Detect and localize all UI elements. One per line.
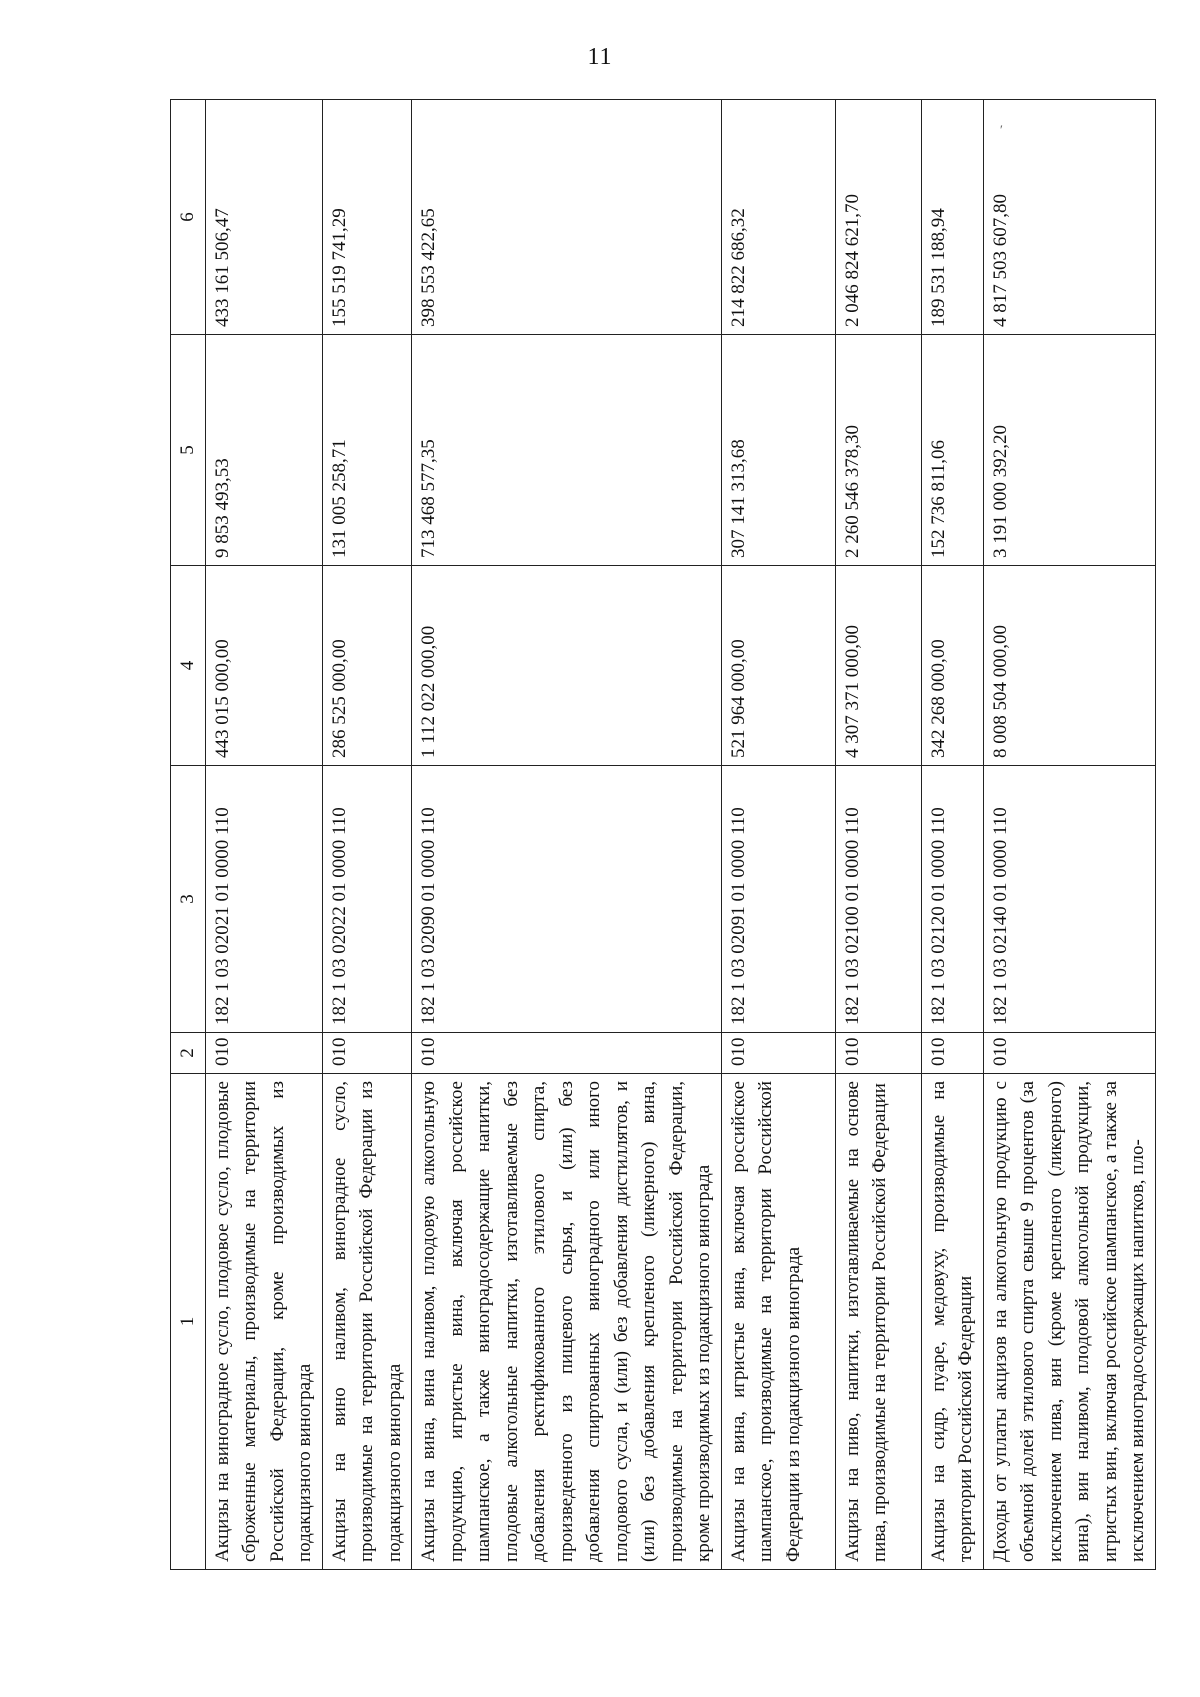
header-col-6: 6	[171, 100, 206, 335]
table-row	[412, 100, 722, 1570]
row-name: Акцизы на сидр, пуаре, медовуху, производимые на территории Российской Федерации	[921, 1074, 983, 1570]
income-table	[170, 99, 1156, 1570]
row-name: Акцизы на вино наливом, виноградное сусло, производимые на территории Российской Федерации из подакцизного винограда	[322, 1074, 412, 1570]
row-col5: 713 468 577,35	[412, 335, 722, 566]
row-kbk: 182 1 03 02022 01 0000 110	[322, 766, 412, 1033]
row-line-code: 010	[721, 1033, 835, 1074]
row-line-code: 010	[835, 1033, 921, 1074]
page-number: 11	[587, 44, 613, 70]
row-line-code: 010	[983, 1033, 1155, 1074]
row-col4: 521 964 000,00	[721, 566, 835, 766]
table-row	[721, 100, 835, 1570]
table-row	[322, 100, 412, 1570]
header-col-3: 3	[171, 766, 206, 1033]
row-kbk: 182 1 03 02091 01 0000 110	[721, 766, 835, 1033]
header-col-4: 4	[171, 566, 206, 766]
row-col6: 155 519 741,29	[322, 100, 412, 335]
row-col4: 8 008 504 000,00	[983, 566, 1155, 766]
row-col4: 342 268 000,00	[921, 566, 983, 766]
table-row	[205, 100, 322, 1570]
row-kbk: 182 1 03 02021 01 0000 110	[205, 766, 322, 1033]
row-kbk: 182 1 03 02120 01 0000 110	[921, 766, 983, 1033]
row-col4: 1 112 022 000,00	[412, 566, 722, 766]
row-col5: 9 853 493,53	[205, 335, 322, 566]
row-line-code: 010	[921, 1033, 983, 1074]
header-col-1: 1	[171, 1074, 206, 1570]
rotated-table-container	[170, 100, 1148, 1570]
row-name: Доходы от уплаты акцизов на алкогольную продукцию с объемной долей этилового спирта свыше 9 процентов (за исключением пива, вин (кроме крепленого (ликерного) вина), вин наливом, плодовой алкогольной продукции, игристых вин, включая российское шампанское, а также за исключением виноградосодержащих напитков, пло-	[983, 1074, 1155, 1570]
table-row	[835, 100, 921, 1570]
row-col6: 214 822 686,32	[721, 100, 835, 335]
row-col6: 189 531 188,94	[921, 100, 983, 335]
row-col6: 398 553 422,65	[412, 100, 722, 335]
stray-mark: ′	[1000, 122, 1003, 137]
row-col6: 4 817 503 607,80	[983, 100, 1155, 335]
table-row	[983, 100, 1155, 1570]
row-col6: 2 046 824 621,70	[835, 100, 921, 335]
row-col4: 443 015 000,00	[205, 566, 322, 766]
row-name: Акцизы на пиво, напитки, изготавливаемые на основе пива, производимые на территории Российской Федерации	[835, 1074, 921, 1570]
row-col5: 152 736 811,06	[921, 335, 983, 566]
table-row	[921, 100, 983, 1570]
header-col-5: 5	[171, 335, 206, 566]
table-header-row	[171, 100, 206, 1570]
row-col5: 307 141 313,68	[721, 335, 835, 566]
row-name: Акцизы на вина, игристые вина, включая российское шампанское, производимые на территории Российской Федерации из подакцизного винограда	[721, 1074, 835, 1570]
row-kbk: 182 1 03 02100 01 0000 110	[835, 766, 921, 1033]
row-name: Акцизы на вина, вина наливом, плодовую алкогольную продукцию, игристые вина, включая российское шампанское, а также виноградосодержащие напитки, плодовые алкогольные напитки, изготавливаемые без добавления ректификованного этилового спирта, произведенного из пищевого сырья, и (или) без добавления спиртованных виноградного или иного плодового сусла, и (или) без добавления дистиллятов, и (или) без добавления крепленого (ликерного) вина, производимые на территории Российской Федерации, кроме производимых из подакцизного винограда	[412, 1074, 722, 1570]
row-line-code: 010	[322, 1033, 412, 1074]
row-col5: 2 260 546 378,30	[835, 335, 921, 566]
row-kbk: 182 1 03 02140 01 0000 110	[983, 766, 1155, 1033]
row-col4: 286 525 000,00	[322, 566, 412, 766]
row-kbk: 182 1 03 02090 01 0000 110	[412, 766, 722, 1033]
row-col6: 433 161 506,47	[205, 100, 322, 335]
row-name: Акцизы на виноградное сусло, плодовое сусло, плодовые сброженные материалы, производимые на территории Российской Федерации, кроме производимых из подакцизного винограда	[205, 1074, 322, 1570]
row-col5: 3 191 000 392,20	[983, 335, 1155, 566]
row-col5: 131 005 258,71	[322, 335, 412, 566]
header-col-2: 2	[171, 1033, 206, 1074]
row-line-code: 010	[205, 1033, 322, 1074]
row-col4: 4 307 371 000,00	[835, 566, 921, 766]
row-line-code: 010	[412, 1033, 722, 1074]
